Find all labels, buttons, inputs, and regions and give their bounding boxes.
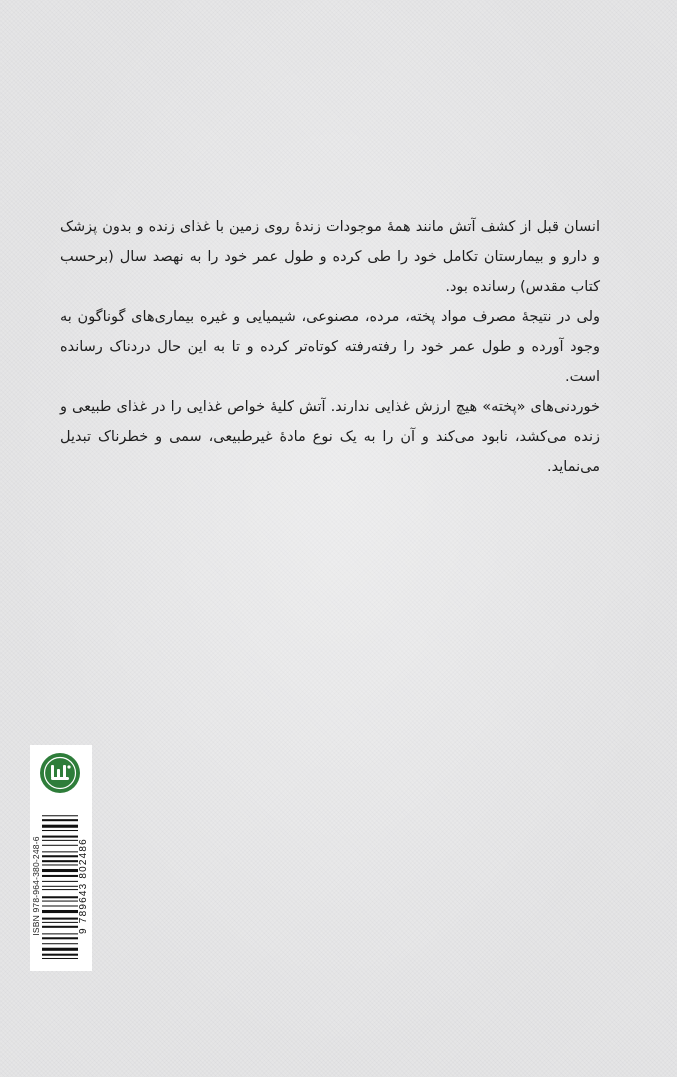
barcode-bar xyxy=(42,825,78,828)
barcode-bar xyxy=(42,840,78,841)
blurb-paragraph-2: ولی در نتیجهٔ مصرف مواد پخته، مرده، مصنوعی، شیمیایی و غیره بیماری‌های گوناگون به وجود آورده و طول عمر خود را رفته‌رفته کوتاه‌تر کرده و تا به این حال دردناک رسانده است. xyxy=(60,309,600,385)
publisher-logo-icon xyxy=(38,751,82,795)
barcode-digits: 9 789643 802486 xyxy=(78,838,89,934)
blurb-paragraph-1: انسان قبل از کشف آتش مانند همهٔ موجودات زندهٔ روی زمین با غذای زنده و بدون پزشک و دارو و بیمارستان تکامل خود را طی کرده و طول عمر خود را به نهصد سال (برحسب کتاب مقدس) رسانده بود. xyxy=(60,219,600,295)
barcode-bar xyxy=(42,881,78,882)
barcode-bar xyxy=(42,860,78,862)
barcode-bar xyxy=(42,851,78,852)
blurb-text xyxy=(60,212,600,482)
barcode-panel xyxy=(30,745,92,971)
barcode-bar xyxy=(42,922,78,923)
barcode-bar xyxy=(42,943,78,944)
barcode-bar xyxy=(42,855,78,857)
barcode-bar xyxy=(42,910,78,913)
barcode-bar xyxy=(42,864,78,865)
barcode-bar xyxy=(42,948,78,951)
isbn-label: ISBN 978-964-380-248-6 xyxy=(31,836,41,936)
barcode-bars xyxy=(42,813,78,959)
barcode-bar xyxy=(42,954,78,956)
barcode-bar xyxy=(42,905,78,906)
barcode-bar xyxy=(42,918,78,920)
barcode-bar xyxy=(42,901,78,902)
barcode-bar xyxy=(42,875,78,877)
barcode-bar xyxy=(42,889,78,890)
barcode-bar xyxy=(42,937,78,939)
blurb-paragraph-3: خوردنی‌های «پخته» هیچ ارزش غذایی ندارند. آتش کلیهٔ خواص غذایی را در غذای طبیعی و زنده می‌کشد، نابود می‌کند و آن را به یک نوع مادهٔ غیرطبیعی، سمی و خطرناک تبدیل می‌نماید. xyxy=(60,399,600,475)
barcode-bar xyxy=(42,830,78,831)
barcode-bar xyxy=(42,836,78,838)
isbn-barcode xyxy=(30,807,92,965)
barcode-bar xyxy=(42,819,78,821)
barcode-bar xyxy=(42,815,78,816)
barcode-bar xyxy=(42,958,78,959)
barcode-bar xyxy=(42,933,78,934)
barcode-bar xyxy=(42,896,78,898)
barcode-bar xyxy=(42,869,78,872)
barcode-bar xyxy=(42,845,78,846)
barcode-bar xyxy=(42,886,78,887)
barcode-bar xyxy=(42,926,78,928)
